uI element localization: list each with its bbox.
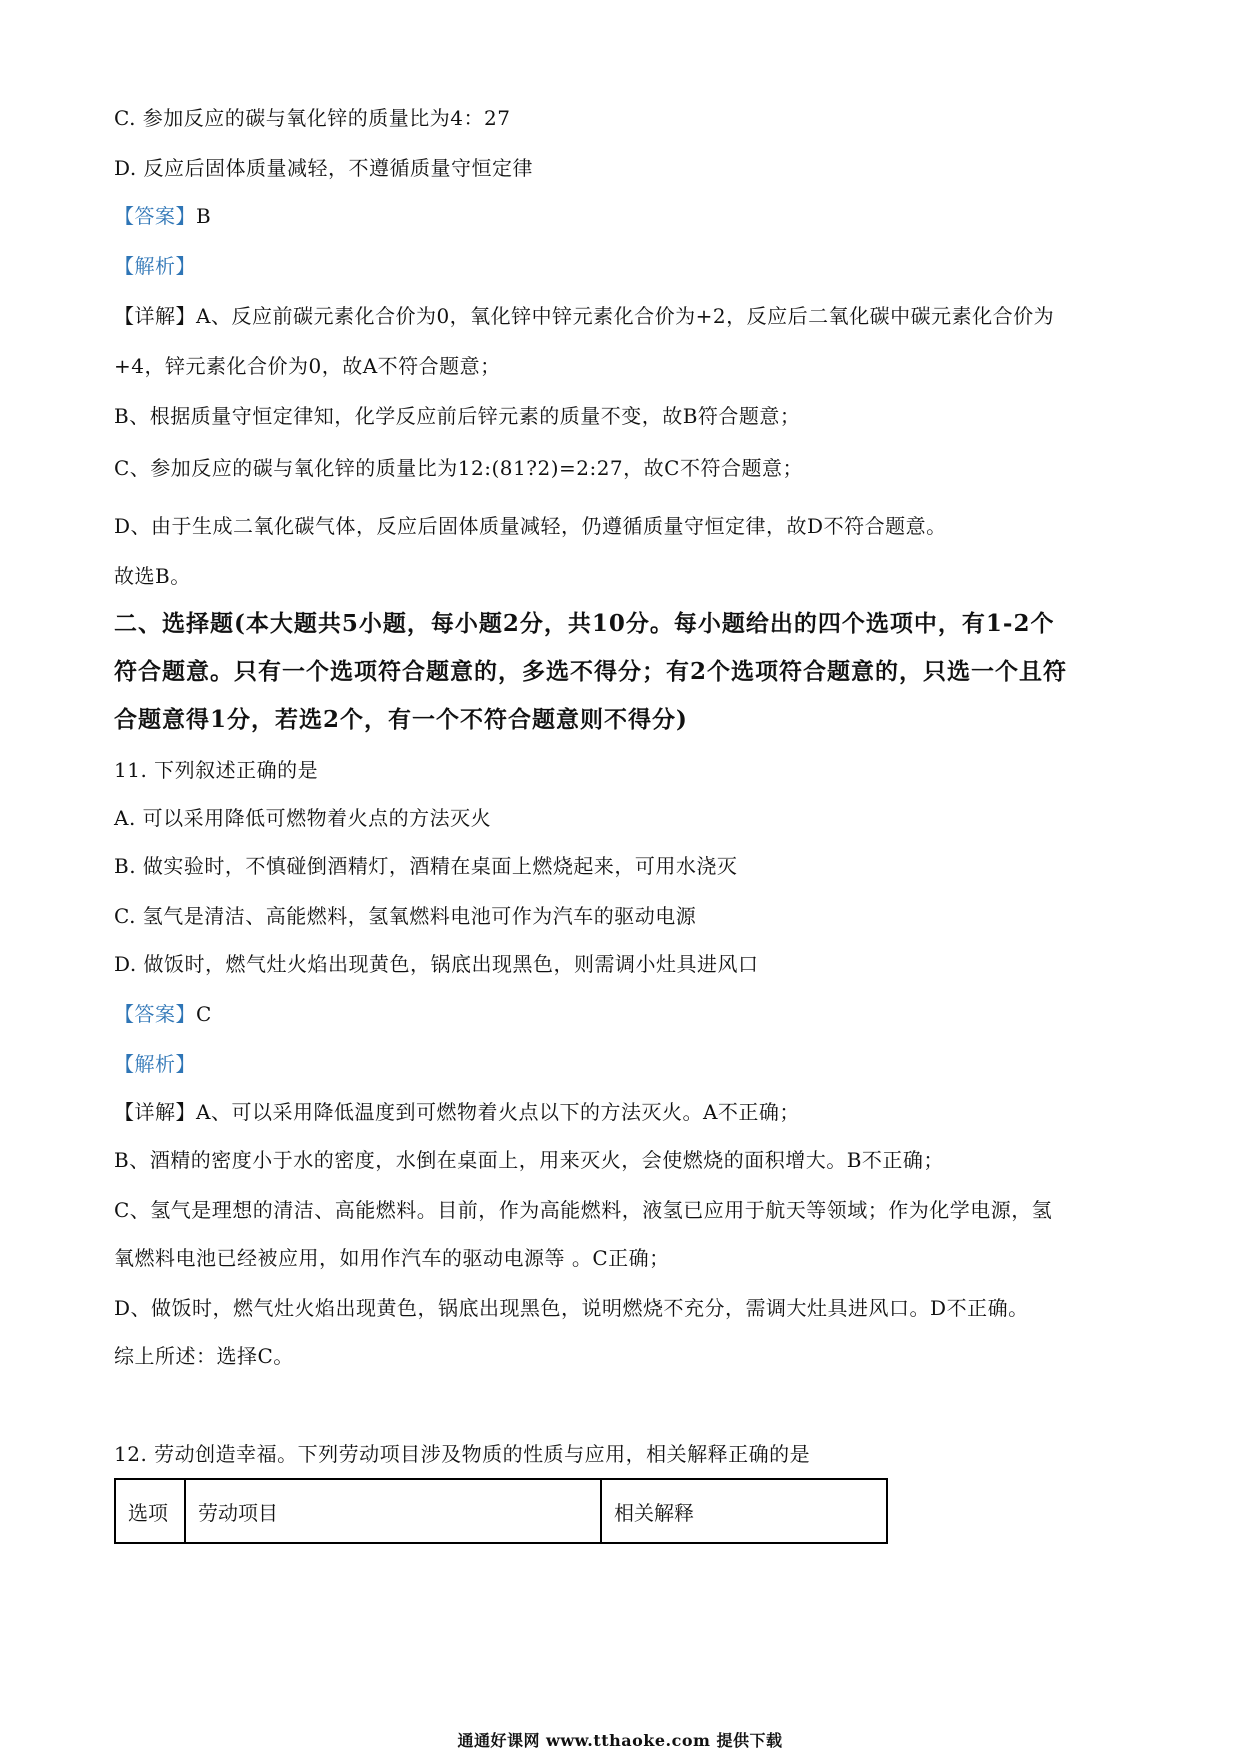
section-heading-line-1: 二、选择题(本大题共5小题，每小题2分，共10分。每小题给出的四个选项中，有1-2个 <box>114 610 1055 637</box>
q11-option-d: D. 做饭时，燃气灶火焰出现黄色，锅底出现黑色，则需调小灶具进风口 <box>114 952 759 976</box>
prev-option-c: C. 参加反应的碳与氧化锌的质量比为4：27 <box>114 106 511 130</box>
prev-detail-3: B、根据质量守恒定律知，化学反应前后锌元素的质量不变，故B符合题意； <box>114 404 801 428</box>
q11-detail-2: B、酒精的密度小于水的密度，水倒在桌面上，用来灭火，会使燃烧的面积增大。B不正确； <box>114 1148 944 1172</box>
answer-value: C <box>196 1002 212 1026</box>
section-heading-line-2: 符合题意。只有一个选项符合题意的，多选不得分；有2个选项符合题意的，只选一个且符 <box>114 658 1068 685</box>
analysis-tag: 【解析】 <box>114 254 196 278</box>
prev-detail-5: D、由于生成二氧化碳气体，反应后固体质量减轻，仍遵循质量守恒定律，故D不符合题意。 <box>114 514 947 538</box>
table-header-cell: 相关解释 <box>601 1479 887 1543</box>
q11-detail-4: 氧燃料电池已经被应用，如用作汽车的驱动电源等 。C正确； <box>114 1246 670 1270</box>
prev-conclusion: 故选B。 <box>114 564 191 588</box>
prev-detail-1: 【详解】A、反应前碳元素化合价为0，氧化锌中锌元素化合价为+2，反应后二氧化碳中碳元素化合价为 <box>114 304 1055 328</box>
prev-detail-4: C、参加反应的碳与氧化锌的质量比为12:(81?2)=2:27，故C不符合题意； <box>114 456 803 480</box>
q11-option-c: C. 氢气是清洁、高能燃料，氢氧燃料电池可作为汽车的驱动电源 <box>114 904 697 928</box>
answer-value: B <box>196 204 212 228</box>
q11-option-a: A. 可以采用降低可燃物着火点的方法灭火 <box>114 806 492 830</box>
answer-tag: 【答案】 <box>114 1002 196 1026</box>
section-heading-line-3: 合题意得1分，若选2个，有一个不符合题意则不得分) <box>114 706 688 733</box>
q11-answer-line <box>114 1000 212 1028</box>
table-header-cell: 劳动项目 <box>185 1479 601 1543</box>
q12-stem: 12. 劳动创造幸福。下列劳动项目涉及物质的性质与应用，相关解释正确的是 <box>114 1442 811 1466</box>
prev-option-d: D. 反应后固体质量减轻，不遵循质量守恒定律 <box>114 156 534 180</box>
q11-conclusion: 综上所述：选择C。 <box>114 1344 294 1368</box>
q11-detail-3: C、氢气是理想的清洁、高能燃料。目前，作为高能燃料，液氢已应用于航天等领域；作为化学电源，氢 <box>114 1198 1053 1222</box>
q11-stem: 11. 下列叙述正确的是 <box>114 758 319 782</box>
q12-table <box>114 1478 888 1544</box>
prev-detail-2: +4，锌元素化合价为0，故A不符合题意； <box>114 354 501 378</box>
q11-option-b: B. 做实验时，不慎碰倒酒精灯，酒精在桌面上燃烧起来，可用水浇灭 <box>114 854 738 878</box>
table-header-cell: 选项 <box>115 1479 185 1543</box>
footer-source: 通通好课网 www.tthaoke.com 提供下载 <box>457 1731 783 1750</box>
prev-answer-line <box>114 202 211 230</box>
table-header-row <box>115 1479 887 1543</box>
q11-detail-5: D、做饭时，燃气灶火焰出现黄色，锅底出现黑色，说明燃烧不充分，需调大灶具进风口。D不正确。 <box>114 1296 1029 1320</box>
q11-detail-1: 【详解】A、可以采用降低温度到可燃物着火点以下的方法灭火。A不正确； <box>114 1100 800 1124</box>
analysis-tag: 【解析】 <box>114 1052 196 1076</box>
answer-tag: 【答案】 <box>114 204 196 228</box>
